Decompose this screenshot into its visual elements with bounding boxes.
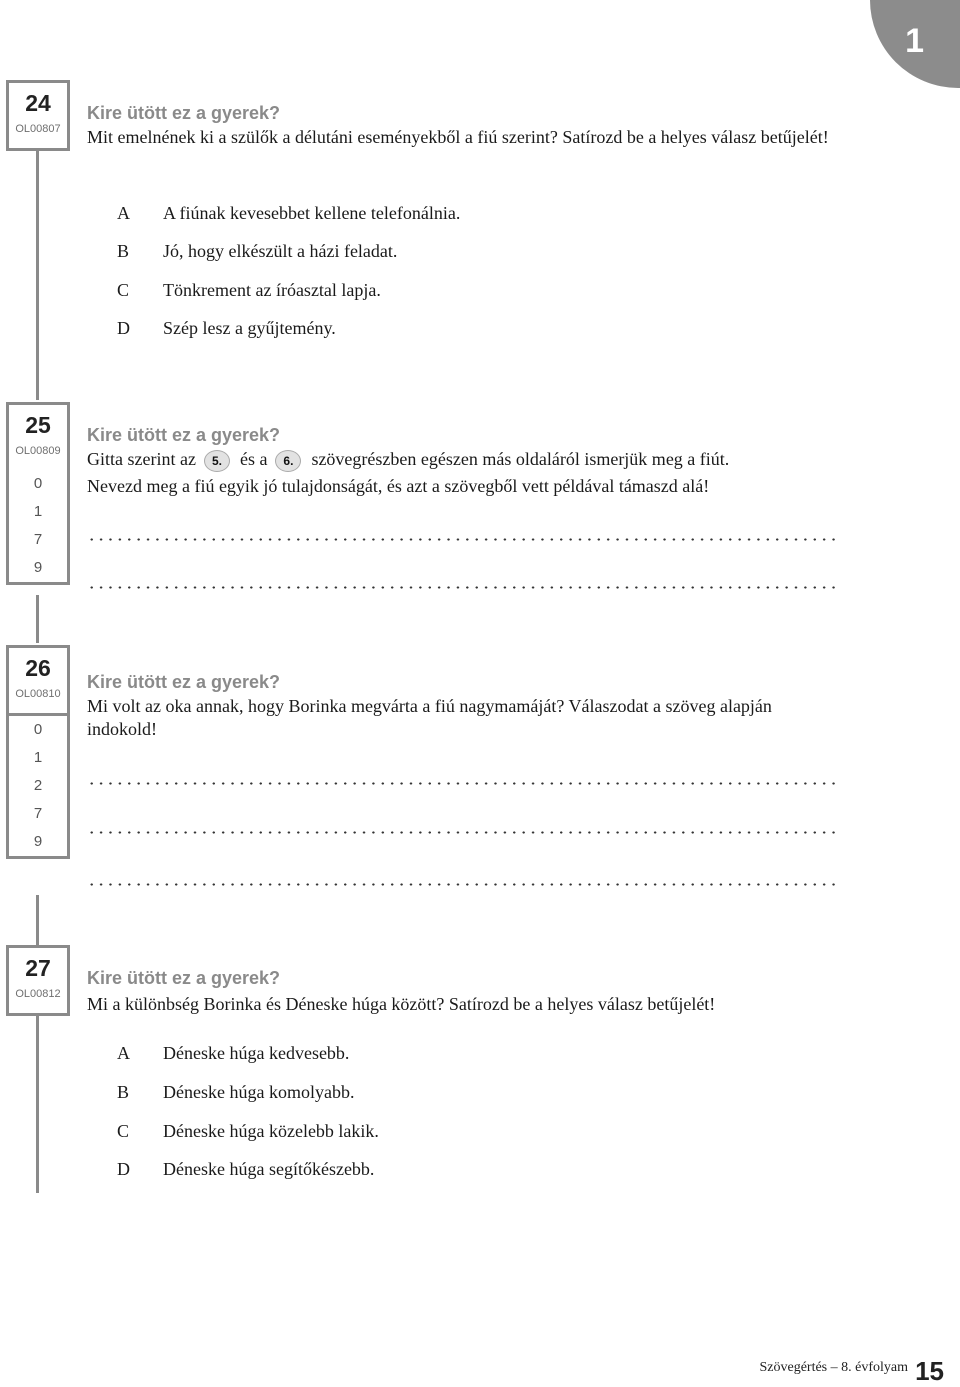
- option-text: Jó, hogy elkészült a házi feladat.: [163, 241, 398, 261]
- question-number-box: [6, 945, 70, 1016]
- option-text: Szép lesz a gyűjtemény.: [163, 318, 336, 338]
- score-value[interactable]: 0: [33, 475, 43, 492]
- text-part: és a: [239, 449, 268, 469]
- question-number: 27: [25, 955, 51, 981]
- score-value[interactable]: 0: [33, 721, 43, 738]
- question-text: Mi volt az oka annak, hogy Borinka megvárta a fiú nagymamáját? Válaszodat a szöveg alapján indokold!: [87, 696, 772, 739]
- text-part: Gitta szerint az: [87, 449, 196, 469]
- score-value[interactable]: 1: [33, 749, 43, 766]
- answer-option-a[interactable]: [117, 1042, 349, 1064]
- option-letter: D: [117, 1159, 130, 1179]
- question-number: 26: [25, 655, 51, 681]
- answer-option-c[interactable]: [117, 1120, 379, 1142]
- question-heading: Kire ütött ez a gyerek?: [87, 425, 281, 445]
- score-value[interactable]: 2: [33, 777, 43, 794]
- answer-option-c[interactable]: [117, 279, 381, 301]
- question-number: 25: [25, 412, 51, 438]
- option-text: Déneske húga kedvesebb.: [163, 1043, 350, 1063]
- option-text: Déneske húga segítőkészebb.: [163, 1159, 375, 1179]
- spine-line: [36, 150, 39, 400]
- option-letter: B: [117, 1082, 130, 1102]
- score-value[interactable]: 9: [33, 559, 43, 576]
- question-number-box: [6, 645, 70, 716]
- answer-option-d[interactable]: [117, 317, 336, 339]
- option-text: Déneske húga komolyabb.: [163, 1082, 355, 1102]
- section-badge: 6.: [275, 450, 301, 472]
- question-heading: Kire ütött ez a gyerek?: [87, 968, 281, 988]
- question-text: Mit emelnének ki a szülők a délutáni eseményekből a fiú szerint? Satírozd be a helyes válasz betűjelét!: [87, 127, 829, 147]
- score-value[interactable]: 7: [33, 531, 43, 548]
- text-part: szövegrészben egészen más oldaláról ismerjük meg a fiút.: [311, 449, 730, 469]
- option-letter: A: [117, 1043, 130, 1063]
- question-heading: Kire ütött ez a gyerek?: [87, 103, 281, 123]
- question-code: OL00810: [15, 688, 61, 700]
- answer-option-b[interactable]: [117, 1081, 354, 1103]
- question-text: Mi a különbség Borinka és Déneske húga között? Satírozd be a helyes válasz betűjelét!: [87, 994, 716, 1014]
- option-text: Déneske húga közelebb lakik.: [163, 1121, 379, 1141]
- score-column: [6, 716, 70, 859]
- spine-line: [36, 1015, 39, 1193]
- score-column: [6, 470, 70, 585]
- answer-option-b[interactable]: [117, 240, 397, 262]
- answer-line[interactable]: [87, 782, 839, 785]
- question-text-line2: Nevezd meg a fiú egyik jó tulajdonságát, és azt a szövegből vett példával támaszd alá!: [87, 476, 710, 496]
- score-value[interactable]: 9: [33, 833, 43, 850]
- question-code: OL00809: [15, 445, 61, 457]
- spine-line: [36, 595, 39, 643]
- answer-line[interactable]: [87, 586, 839, 589]
- answer-option-a[interactable]: [117, 202, 460, 224]
- option-letter: C: [117, 280, 130, 300]
- question-text-line1: [87, 448, 847, 472]
- question-number: 24: [25, 90, 51, 116]
- answer-option-d[interactable]: [117, 1158, 374, 1180]
- option-letter: A: [117, 203, 130, 223]
- option-letter: C: [117, 1121, 130, 1141]
- score-value[interactable]: 7: [33, 805, 43, 822]
- score-value[interactable]: 1: [33, 503, 43, 520]
- answer-line[interactable]: [87, 538, 839, 541]
- question-heading: Kire ütött ez a gyerek?: [87, 672, 281, 692]
- question-code: OL00812: [15, 988, 61, 1000]
- question-number-box: [6, 80, 70, 151]
- question-code: OL00807: [15, 123, 61, 135]
- spine-line: [36, 895, 39, 945]
- option-text: Tönkrement az íróasztal lapja.: [163, 280, 381, 300]
- question-number-box: [6, 402, 70, 473]
- option-letter: D: [117, 318, 130, 338]
- answer-line[interactable]: [87, 883, 839, 886]
- footer-subject: Szövegértés – 8. évfolyam: [759, 1360, 908, 1375]
- chapter-tab: [870, 0, 960, 88]
- chapter-number: 1: [905, 22, 924, 60]
- option-letter: B: [117, 241, 130, 261]
- section-badge: 5.: [204, 450, 230, 472]
- option-text: A fiúnak kevesebbet kellene telefonálnia.: [163, 203, 461, 223]
- page-number: 15: [915, 1356, 944, 1386]
- answer-line[interactable]: [87, 831, 839, 834]
